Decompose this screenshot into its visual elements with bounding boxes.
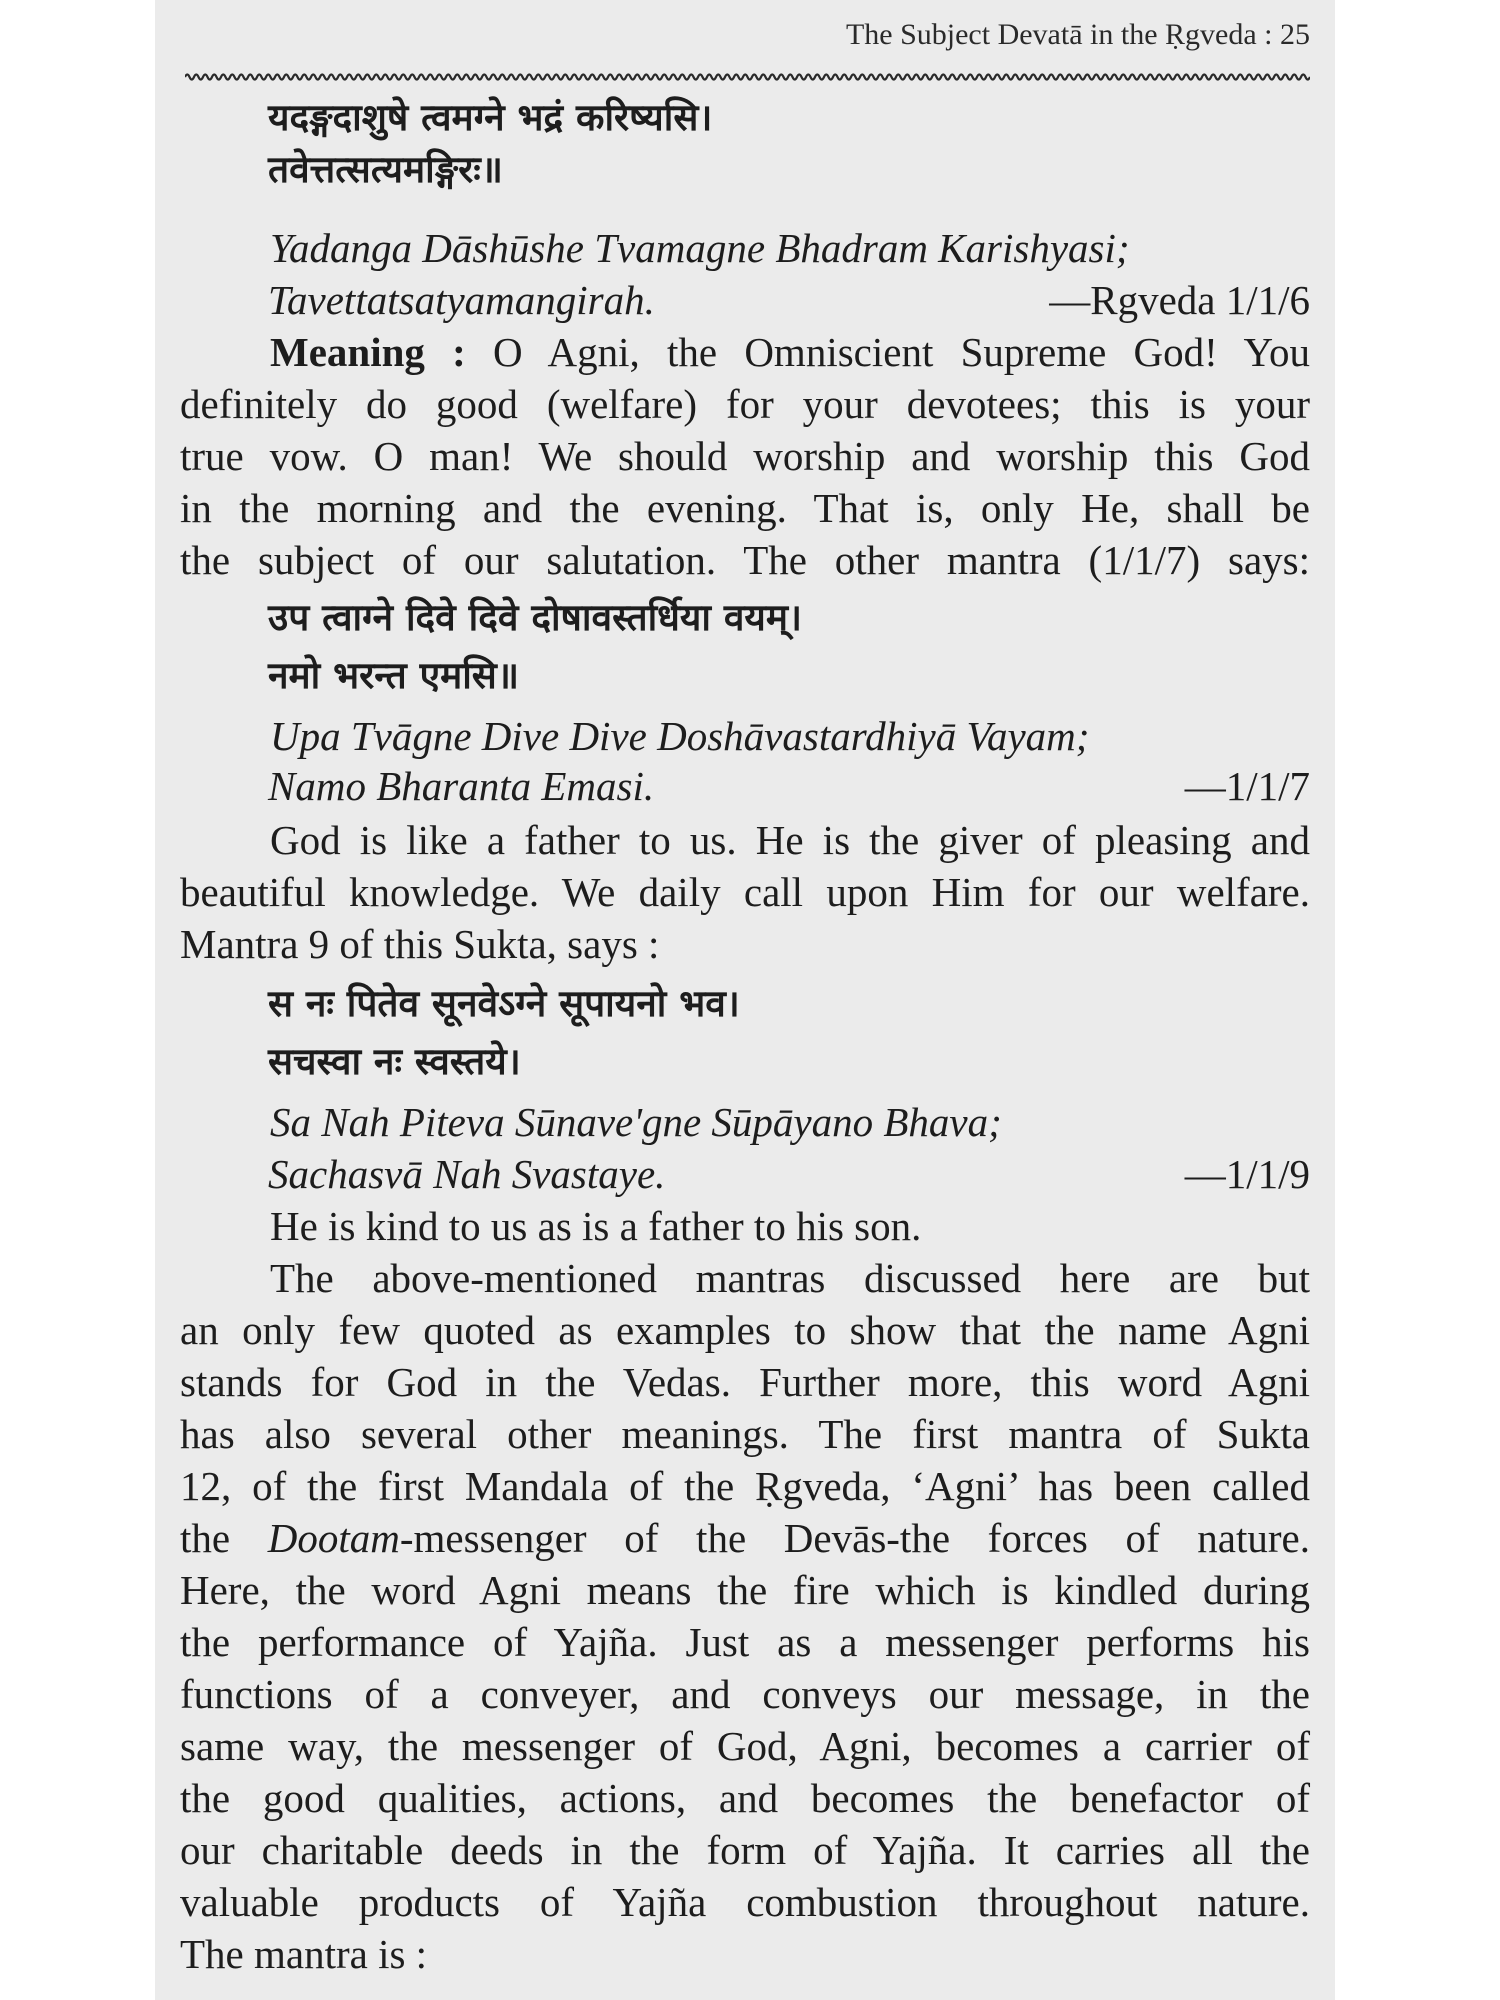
- meaning-label: Meaning :: [270, 329, 466, 375]
- transliteration-text: Namo Bharanta Emasi.: [268, 763, 655, 809]
- body-line: definitely do good (welfare) for your devotees; this is your: [180, 381, 1310, 427]
- transliteration-line: [180, 760, 1310, 812]
- body-line: Meaning : O Agni, the Omniscient Supreme God! You: [270, 329, 1310, 375]
- body-line: The mantra is :: [180, 1931, 428, 1977]
- body-line: our charitable deeds in the form of Yajña. It carries all the: [180, 1827, 1310, 1873]
- body-line: same way, the messenger of God, Agni, becomes a carrier of: [180, 1723, 1310, 1769]
- body-line: the Dootam-messenger of the Devās-the forces of nature.: [180, 1515, 1311, 1561]
- body-line: God is like a father to us. He is the giver of pleasing and: [270, 817, 1310, 863]
- body-line: the performance of Yajña. Just as a messenger performs his: [180, 1619, 1310, 1665]
- verse-reference: —1/1/7: [1184, 763, 1310, 809]
- body-line: valuable products of Yajña combustion throughout nature.: [180, 1879, 1310, 1925]
- body-line: 12, of the first Mandala of the Ṛgveda, ‘Agni’ has been called: [180, 1463, 1310, 1509]
- sanskrit-line: सचस्वा नः स्वस्तये।: [268, 1040, 521, 1083]
- body-line: the good qualities, actions, and becomes the benefactor of: [180, 1775, 1310, 1821]
- body-line: has also several other meanings. The first mantra of Sukta: [180, 1411, 1310, 1457]
- verse-reference: —1/1/9: [1184, 1151, 1310, 1197]
- body-line: in the morning and the evening. That is, only He, shall be: [180, 485, 1310, 531]
- running-header: The Subject Devatā in the Ṛgveda : 25: [845, 18, 1310, 51]
- transliteration-line: Yadanga Dāshūshe Tvamagne Bhadram Karishyasi;: [270, 225, 1130, 271]
- body-line: Here, the word Agni means the fire which is kindled during: [180, 1567, 1310, 1613]
- transliteration-line: [180, 1148, 1310, 1200]
- transliteration-line: Sa Nah Piteva Sūnave'gne Sūpāyano Bhava;: [270, 1099, 1002, 1145]
- transliteration-line: [180, 274, 1310, 326]
- body-line: beautiful knowledge. We daily call upon Him for our welfare.: [180, 869, 1310, 915]
- verse-reference: —Rgveda 1/1/6: [1049, 277, 1310, 323]
- body-line: an only few quoted as examples to show that the name Agni: [180, 1307, 1310, 1353]
- sanskrit-line: स नः पितेव सूनवेऽग्ने सूपायनो भव।: [268, 982, 740, 1025]
- sanskrit-line: यदङ्गदाशुषे त्वमग्ने भद्रं करिष्यसि।: [268, 96, 713, 139]
- sanskrit-line: तवेत्तत्सत्यमङ्गिरः॥: [268, 148, 503, 191]
- wavy-rule-divider: [185, 70, 1310, 84]
- body-line: He is kind to us as is a father to his son.: [270, 1203, 922, 1249]
- body-line: true vow. O man! We should worship and worship this God: [180, 433, 1310, 479]
- sanskrit-line: नमो भरन्त एमसि॥: [268, 654, 519, 697]
- transliteration-line: Upa Tvāgne Dive Dive Doshāvastardhiyā Vayam;: [270, 713, 1090, 759]
- italic-term: Dootam: [267, 1515, 400, 1561]
- sanskrit-line: उप त्वाग्ने दिवे दिवे दोषावस्तर्धिया वयम्।: [268, 596, 803, 639]
- body-line: Mantra 9 of this Sukta, says :: [180, 921, 660, 967]
- body-line: the subject of our salutation. The other mantra (1/1/7) says:: [180, 537, 1310, 583]
- book-page: [155, 0, 1335, 2000]
- body-line: functions of a conveyer, and conveys our message, in the: [180, 1671, 1310, 1717]
- body-line: The above-mentioned mantras discussed here are but: [270, 1255, 1310, 1301]
- transliteration-text: Tavettatsatyamangirah.: [268, 277, 655, 323]
- body-line: stands for God in the Vedas. Further more, this word Agni: [180, 1359, 1310, 1405]
- transliteration-text: Sachasvā Nah Svastaye.: [268, 1151, 666, 1197]
